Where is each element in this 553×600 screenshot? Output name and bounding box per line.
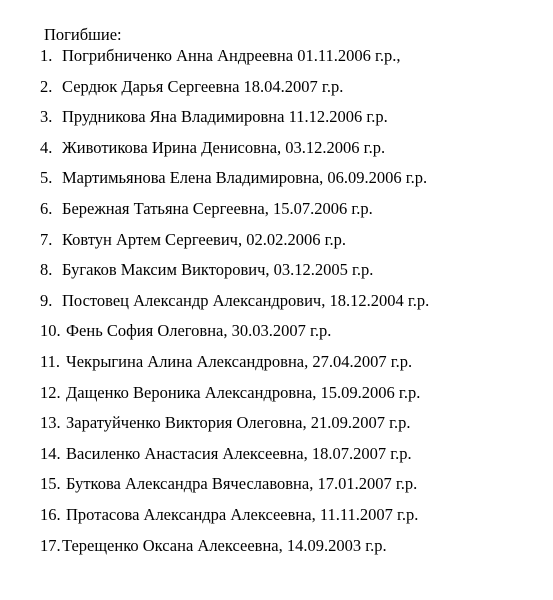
item-number: 5. — [40, 168, 53, 188]
list-heading: Погибшие: — [44, 25, 122, 44]
list-item — [40, 107, 429, 138]
item-number: 12. — [40, 382, 61, 402]
item-number: 10. — [40, 321, 61, 341]
item-number: 6. — [40, 198, 53, 218]
list-item — [40, 199, 429, 230]
item-number: 7. — [40, 229, 53, 249]
item-text: Погрибниченко Анна Андреевна 01.11.2006 г.р., — [62, 46, 401, 65]
item-text: Бережная Татьяна Сергеевна, 15.07.2006 г.р. — [62, 198, 373, 218]
list-item — [40, 260, 429, 291]
item-text: Чекрыгина Алина Александровна, 27.04.2007 г.р. — [66, 351, 413, 371]
item-text: Василенко Анастасия Алексеевна, 18.07.2007 г.р. — [66, 443, 412, 463]
list-item — [40, 505, 429, 536]
item-number: 16. — [40, 504, 61, 524]
list-item — [40, 321, 429, 352]
item-text: Терещенко Оксана Алексеевна, 14.09.2003 г.р. — [62, 535, 387, 555]
item-text: Животикова Ирина Денисовна, 03.12.2006 г.р. — [62, 137, 386, 157]
item-number: 3. — [40, 107, 53, 127]
item-text: Прудникова Яна Владимировна 11.12.2006 г.р. — [62, 107, 388, 127]
item-text: Сердюк Дарья Сергеевна 18.04.2007 г.р. — [62, 76, 344, 96]
list-item — [40, 474, 429, 505]
item-number: 1. — [40, 46, 53, 65]
list-item — [40, 168, 429, 199]
list-item — [40, 444, 429, 475]
list-item — [40, 383, 429, 414]
item-number: 2. — [40, 76, 53, 96]
item-text: Бугаков Максим Викторович, 03.12.2005 г.р. — [62, 260, 374, 280]
item-text: Протасова Александра Алексеевна, 11.11.2007 г.р. — [66, 504, 419, 524]
list-item — [40, 291, 429, 322]
list-item — [40, 46, 429, 77]
item-number: 14. — [40, 443, 61, 463]
list-item — [40, 352, 429, 383]
list-item — [40, 536, 429, 567]
item-text: Буткова Александра Вячеславовна, 17.01.2007 г.р. — [66, 474, 418, 494]
item-number: 8. — [40, 260, 53, 280]
item-number: 17. — [40, 535, 61, 555]
item-number: 13. — [40, 413, 61, 433]
item-number: 4. — [40, 137, 53, 157]
item-number: 11. — [40, 351, 61, 371]
list-item — [40, 230, 429, 261]
item-text: Заратуйченко Виктория Олеговна, 21.09.2007 г.р. — [66, 413, 411, 433]
list-item — [40, 413, 429, 444]
item-text: Фень София Олеговна, 30.03.2007 г.р. — [66, 321, 332, 341]
item-text: Постовец Александр Александрович, 18.12.2004 г.р. — [62, 290, 430, 310]
item-number: 9. — [40, 290, 53, 310]
item-text: Ковтун Артем Сергеевич, 02.02.2006 г.р. — [62, 229, 346, 249]
list-item — [40, 138, 429, 169]
item-text: Дащенко Вероника Александровна, 15.09.2006 г.р. — [66, 382, 421, 402]
list-item — [40, 77, 429, 108]
victims-list — [40, 46, 429, 566]
item-number: 15. — [40, 474, 61, 494]
item-text: Мартимьянова Елена Владимировна, 06.09.2006 г.р. — [62, 168, 428, 188]
